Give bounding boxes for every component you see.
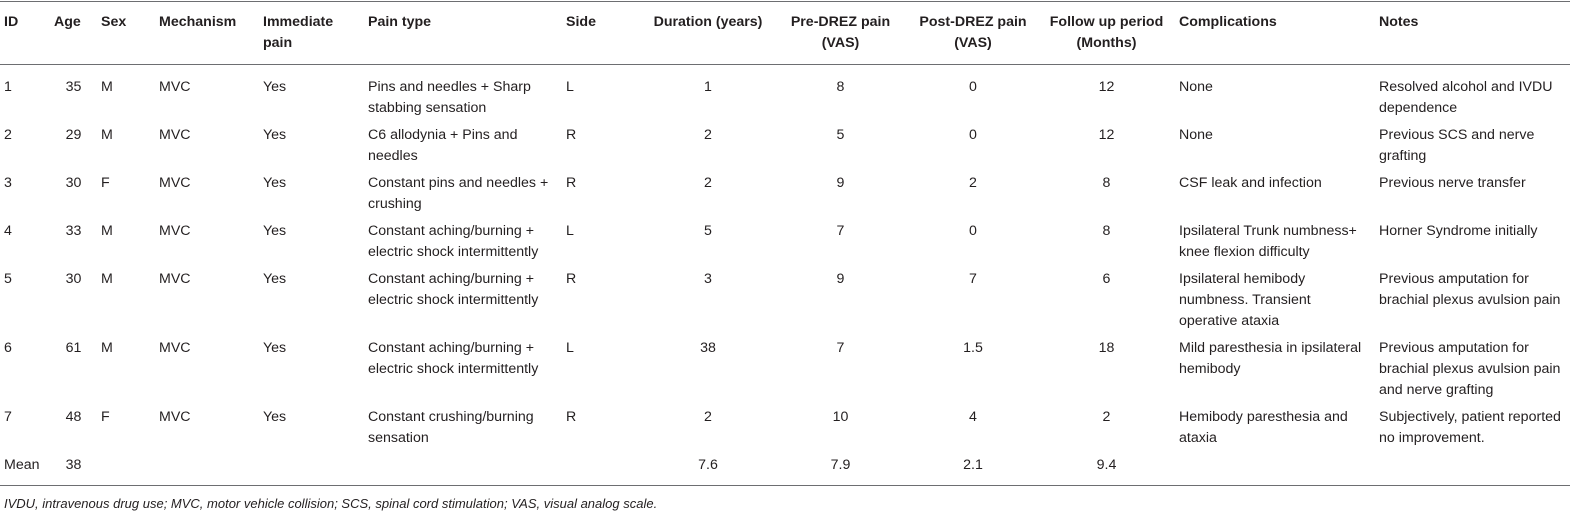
header-age: Age [54, 14, 81, 30]
cell-duration: 2 [704, 127, 712, 143]
header-row [0, 2, 1570, 65]
cell-id: 2 [4, 127, 12, 143]
header-sex: Sex [101, 14, 127, 30]
header-side: Side [566, 14, 596, 30]
cell-duration: 2 [704, 175, 712, 191]
cell-age: 30 [65, 271, 82, 287]
cell-side: R [566, 127, 577, 143]
cell-sex: F [101, 175, 110, 191]
mean-age: 38 [65, 457, 82, 473]
cell-post-drez: 2 [969, 175, 977, 191]
cell-immediate-pain: Yes [263, 340, 287, 356]
table-footnote: IVDU, intravenous drug use; MVC, motor vehicle collision; SCS, spinal cord stimulation; VAS, visual analog scale. [4, 496, 658, 511]
cell-follow-up: 2 [1102, 409, 1111, 425]
cell-age: 29 [65, 127, 82, 143]
cell-mechanism: MVC [159, 223, 191, 239]
table-row [0, 122, 1570, 170]
cell-side: L [566, 223, 574, 239]
cell-side: L [566, 79, 574, 95]
cell-follow-up: 12 [1098, 79, 1115, 95]
header-id: ID [4, 14, 19, 30]
header-pre-drez: Pre-DREZ pain (VAS) [790, 14, 891, 51]
cell-pain-type: C6 allodynia + Pins and needles [368, 127, 518, 164]
cell-notes: Horner Syndrome initially [1379, 223, 1538, 239]
cell-pain-type: Constant aching/burning + electric shock intermittently [368, 223, 539, 260]
cell-pre-drez: 7 [836, 223, 845, 239]
header-pain-type: Pain type [368, 14, 432, 30]
cell-pre-drez: 9 [836, 271, 845, 287]
cell-pain-type: Constant aching/burning + electric shock intermittently [368, 340, 539, 377]
cell-sex: M [101, 79, 113, 95]
cell-immediate-pain: Yes [263, 127, 287, 143]
cell-follow-up: 8 [1102, 223, 1111, 239]
mean-row [0, 452, 1570, 485]
cell-side: L [566, 340, 574, 356]
cell-id: 5 [4, 271, 12, 287]
cell-sex: M [101, 271, 113, 287]
cell-immediate-pain: Yes [263, 271, 287, 287]
cell-pre-drez: 9 [836, 175, 845, 191]
cell-age: 33 [65, 223, 82, 239]
cell-post-drez: 0 [969, 223, 977, 239]
cell-notes: Subjectively, patient reported no improvement. [1379, 409, 1561, 446]
cell-id: 6 [4, 340, 12, 356]
cell-mechanism: MVC [159, 127, 191, 143]
header-notes: Notes [1379, 14, 1419, 30]
header-duration: Duration (years) [653, 14, 763, 30]
cell-complications: Mild paresthesia in ipsilateral hemibody [1179, 340, 1362, 377]
cell-post-drez: 7 [969, 271, 977, 287]
cell-id: 7 [4, 409, 12, 425]
header-complications: Complications [1179, 14, 1277, 30]
cell-immediate-pain: Yes [263, 223, 287, 239]
cell-follow-up: 18 [1098, 340, 1115, 356]
cell-age: 48 [65, 409, 82, 425]
mean-post-drez: 2.1 [963, 457, 983, 473]
cell-post-drez: 1.5 [963, 340, 983, 356]
table-row [0, 170, 1570, 218]
cell-notes: Previous SCS and nerve grafting [1379, 127, 1535, 164]
cell-immediate-pain: Yes [263, 79, 287, 95]
mean-follow-up: 9.4 [1096, 457, 1117, 473]
cell-notes: Previous amputation for brachial plexus avulsion pain and nerve grafting [1379, 340, 1561, 398]
mean-duration: 7.6 [698, 457, 718, 473]
cell-pain-type: Constant crushing/burning sensation [368, 409, 534, 446]
cell-post-drez: 4 [969, 409, 977, 425]
cell-side: R [566, 175, 577, 191]
cell-duration: 3 [704, 271, 712, 287]
cell-pre-drez: 10 [832, 409, 849, 425]
cell-age: 61 [65, 340, 82, 356]
cell-mechanism: MVC [159, 271, 191, 287]
table-row [0, 266, 1570, 335]
table-row [0, 404, 1570, 452]
table-row [0, 335, 1570, 404]
cell-notes: Resolved alcohol and IVDU dependence [1379, 79, 1553, 116]
cell-id: 3 [4, 175, 12, 191]
cell-mechanism: MVC [159, 175, 191, 191]
cell-id: 1 [4, 79, 12, 95]
cell-pre-drez: 5 [836, 127, 845, 143]
cell-sex: M [101, 223, 113, 239]
header-follow-up: Follow up period (Months) [1049, 14, 1164, 51]
cell-sex: M [101, 340, 113, 356]
cell-immediate-pain: Yes [263, 409, 287, 425]
cell-side: R [566, 271, 577, 287]
header-post-drez: Post-DREZ pain (VAS) [919, 14, 1027, 51]
cell-complications: Ipsilateral hemibody numbness. Transient operative ataxia [1179, 271, 1311, 329]
cell-complications: None [1179, 127, 1213, 143]
cell-follow-up: 8 [1102, 175, 1111, 191]
cell-side: R [566, 409, 577, 425]
cell-mechanism: MVC [159, 409, 191, 425]
cell-pain-type: Constant pins and needles + crushing [368, 175, 549, 212]
cell-duration: 2 [704, 409, 712, 425]
cell-complications: CSF leak and infection [1179, 175, 1322, 191]
cell-post-drez: 0 [969, 127, 977, 143]
mean-label: Mean [4, 457, 40, 473]
cell-pain-type: Pins and needles + Sharp stabbing sensation [368, 79, 531, 116]
cell-mechanism: MVC [159, 79, 191, 95]
patient-table [0, 1, 1570, 486]
header-immediate-pain: Immediate pain [263, 14, 334, 51]
mean-pre-drez: 7.9 [830, 457, 851, 473]
cell-duration: 5 [704, 223, 712, 239]
cell-complications: Hemibody paresthesia and ataxia [1179, 409, 1348, 446]
cell-post-drez: 0 [969, 79, 977, 95]
cell-pain-type: Constant aching/burning + electric shock intermittently [368, 271, 539, 308]
cell-pre-drez: 7 [836, 340, 845, 356]
table-row [0, 218, 1570, 266]
cell-duration: 1 [704, 79, 712, 95]
cell-follow-up: 6 [1102, 271, 1111, 287]
table-row [0, 65, 1570, 123]
cell-mechanism: MVC [159, 340, 191, 356]
cell-age: 35 [65, 79, 82, 95]
cell-complications: Ipsilateral Trunk numbness+ knee flexion difficulty [1179, 223, 1357, 260]
cell-age: 30 [65, 175, 82, 191]
header-mechanism: Mechanism [159, 14, 237, 30]
cell-pre-drez: 8 [836, 79, 845, 95]
cell-notes: Previous nerve transfer [1379, 175, 1526, 191]
cell-id: 4 [4, 223, 12, 239]
cell-sex: M [101, 127, 113, 143]
cell-complications: None [1179, 79, 1213, 95]
cell-sex: F [101, 409, 110, 425]
cell-duration: 38 [700, 340, 716, 356]
cell-immediate-pain: Yes [263, 175, 287, 191]
cell-follow-up: 12 [1098, 127, 1115, 143]
cell-notes: Previous amputation for brachial plexus avulsion pain [1379, 271, 1561, 308]
